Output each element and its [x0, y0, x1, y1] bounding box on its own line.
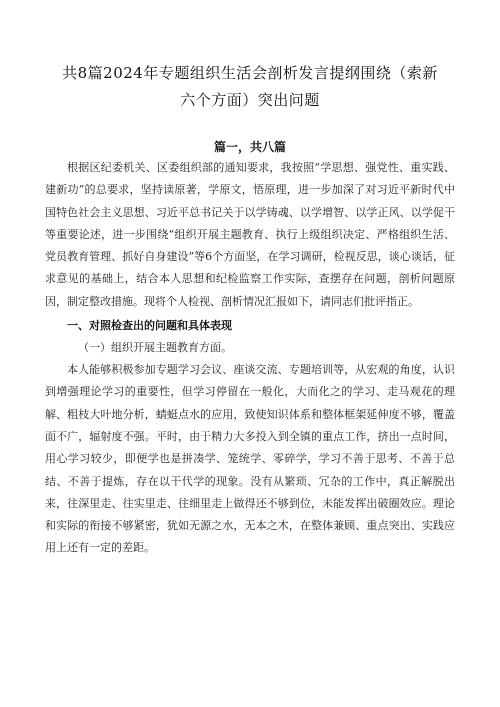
body-paragraph: 本人能够积极参加专题学习会议、座谈交流、专题培训等，从宏观的角度，认识到增强理论学习的重要性，但学习停留在一般化，大而化之的学习、走马观花的理解、粗枝大叶地分析，蜻蜓点水的应用，致使知识体系和整体框架延伸度不够，覆盖面不广，辐射度不强。平时，由于精力大多投入到全镇的重点工作，挤出一点时间，用心学习较少，即便学也是拼凑学、笼统学、零碎学，学习不善于思考、不善于总结、不善于提炼，存在以干代学的现象。没有从繁琐、冗杂的工作中，真正解脱出来，往深里走、往实里走、往细里走上做得还不够到位，未能发挥出破圈效应。理论和实际的衔接不够紧密，犹如无源之水，无本之木，在整体兼顾、重点突出、实践应用上还有一定的差距。 [45, 363, 455, 555]
intro-paragraph: 根据区纪委机关、区委组织部的通知要求，我按照“学思想、强党性、重实践、建新功”的总要求，坚持读原著，学原文，悟原理，进一步加深了对习近平新时代中国特色社会主义思想、习近平总书记关于以学铸魂、以学增智、以学正风、以学促干等重要论述，进一步围绕“组织开展主题教育、执行上级组织决定、严格组织生活、党员教育管理、抓好自身建设”等6个方面坚，在学习调研，检视反思，谈心谈话，征求意见的基础上，结合本人思想和纪检监察工作实际，查摆存在问题，剖析问题原因，制定整改措施。现将个人检视、剖析情况汇报如下，请同志们批评指正。 [45, 161, 455, 308]
heading-level-2: （一）组织开展主题教育方面。 [78, 341, 232, 355]
document-title-line-1: 共8篇2024年专题组织生活会剖析发言提纲围绕（索新 [62, 64, 438, 82]
heading-level-1: 一、对照检查出的问题和具体表现 [67, 319, 232, 333]
document-title [45, 60, 455, 114]
section-title: 篇一，共八篇 [213, 140, 286, 154]
document-title-line-2: 六个方面）突出问题 [180, 91, 320, 109]
